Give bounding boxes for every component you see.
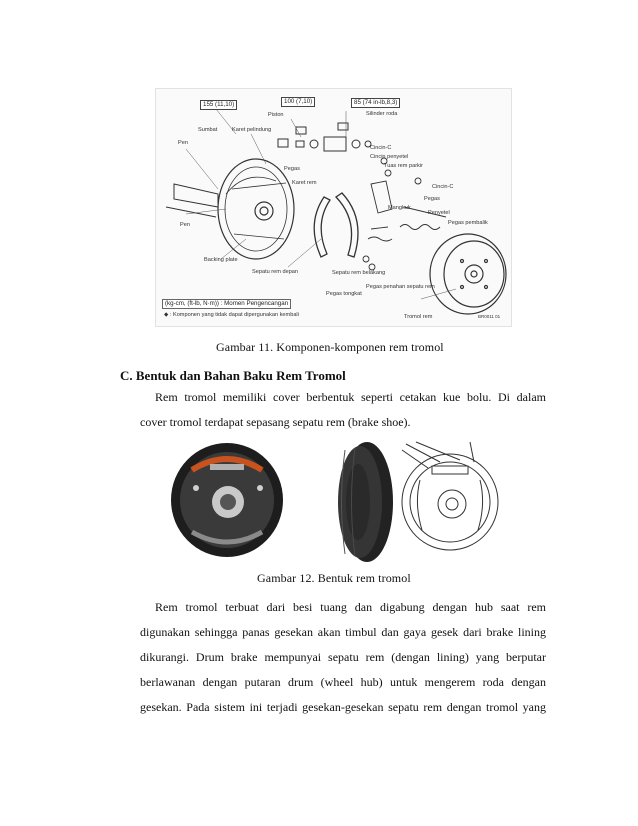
- brake-shoes-drawing: [314, 193, 358, 257]
- label-mangkuk: Mangkuk: [388, 205, 411, 211]
- torque-spec-2: 100 (7,10): [281, 97, 315, 107]
- para2-line1: Rem tromol terbuat dari besi tuang dan digabung dengan hub saat rem: [155, 600, 546, 614]
- para2-line5: gesekan. Pada sistem ini terjadi gesekan-gesekan sepatu rem dengan tromol yang: [140, 700, 546, 714]
- torque-spec-3: 85 (74 in-lb,8,3): [351, 98, 400, 108]
- label-pegas-pembalik: Pegas pembalik: [448, 220, 488, 226]
- legend-torque: (kg-cm, (ft-lb, N·m)) : Momen Pengencangan: [162, 299, 291, 309]
- label-tromol-rem: Tromol rem: [404, 314, 433, 320]
- para1-line2: cover tromol terdapat sepasang sepatu rem (brake shoe).: [140, 415, 411, 429]
- legend-non-reusable: ◆ : Komponen yang tidak dapat dipergunakan kembali: [164, 312, 299, 318]
- label-pen-bottom: Pen: [180, 222, 190, 228]
- label-karet-rem: Karet rem: [292, 180, 317, 186]
- label-tuas-rem-parkir: Tuas rem parkir: [384, 163, 423, 169]
- label-pen-top: Pen: [178, 140, 188, 146]
- label-silinder-roda: Silinder roda: [366, 111, 398, 117]
- brake-drum-drawing: [430, 234, 506, 314]
- label-pegas-penahan: Pegas penahan sepatu rem: [366, 284, 435, 290]
- exploded-brake-diagram: [155, 88, 512, 327]
- label-piston: Piston: [268, 112, 284, 118]
- label-pegas-tongkat: Pegas tongkat: [326, 291, 362, 297]
- label-sumbat: Sumbat: [198, 127, 218, 133]
- drum-side-photo: [338, 442, 393, 562]
- para2-line4: berlawanan dengan putaran drum (wheel hub) untuk mengerem roda dengan: [140, 675, 546, 689]
- assembled-brake-photo: [171, 443, 283, 557]
- backing-plate-drawing: [218, 159, 294, 259]
- diagram-code: BR0011 01: [478, 314, 501, 319]
- label-pegas: Pegas: [284, 166, 300, 172]
- label-penyetel: Penyetel: [428, 210, 450, 216]
- section-c-heading: C. Bentuk dan Bahan Baku Rem Tromol: [120, 368, 346, 383]
- torque-spec-1: 155 (11,10): [200, 100, 237, 110]
- wheel-cylinder-parts: [278, 123, 371, 151]
- label-cincin-c-1: Cincin-C: [370, 145, 392, 151]
- label-cincin-penyetel: Cincin penyetel: [370, 154, 409, 160]
- label-sepatu-rem-depan: Sepatu rem depan: [252, 269, 299, 275]
- label-cincin-c-2: Cincin-C: [432, 184, 454, 190]
- drum-brake-line-drawing: [402, 442, 498, 550]
- label-sepatu-rem-belakang: Sepatu rem belakang: [332, 270, 386, 276]
- para1-line1: Rem tromol memiliki cover berbentuk seperti cetakan kue bolu. Di dalam: [155, 390, 546, 404]
- drum-brake-photos: [170, 440, 500, 565]
- label-karet-pelindung: Karet pelindung: [232, 127, 272, 133]
- para2-line2: digunakan sehingga panas gesekan akan timbul dan gaya gesek dari brake lining: [140, 625, 546, 639]
- figure-11-caption: Gambar 11. Komponen-komponen rem tromol: [216, 340, 444, 354]
- para2-line3: dikurangi. Drum brake mempunyai sepatu rem (dengan lining) yang berputar: [140, 650, 546, 664]
- figure-12-caption: Gambar 12. Bentuk rem tromol: [257, 571, 411, 585]
- label-backing-plate: Backing plate: [204, 257, 238, 263]
- label-pegas-2: Pegas: [424, 196, 440, 202]
- drum-brake-photos-drawing: [170, 440, 500, 565]
